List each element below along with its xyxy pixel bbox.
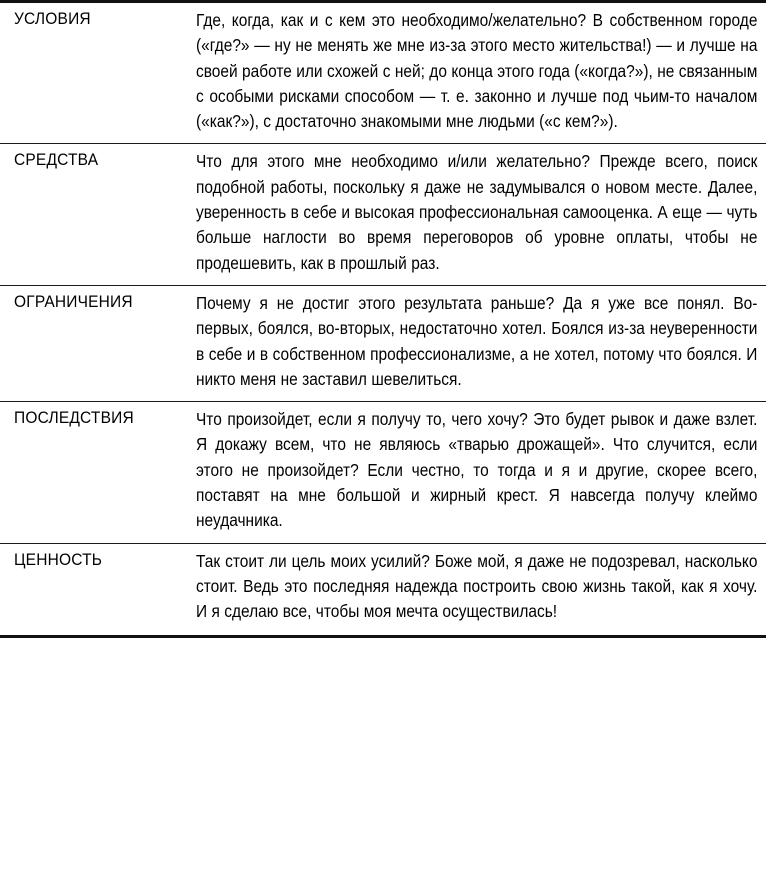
row-label: СРЕДСТВА (14, 151, 99, 170)
row-body-cell-value (196, 543, 766, 636)
row-label: ЦЕННОСТЬ (14, 550, 103, 569)
row-label: ОГРАНИЧЕНИЯ (14, 292, 133, 311)
row-label-cell-value (0, 543, 196, 636)
row-body-text: Так стоит ли цель моих усилий? Боже мой, я даже не подозревал, насколько стоит. Ведь это последняя надежда построить свою жизнь такой, как я хочу. И я сделаю все, чтобы моя мечта осуществилась! (196, 550, 758, 622)
table-body (0, 2, 766, 637)
row-body-text: Что произойдет, если я получу то, чего хочу? Это будет рывок и даже взлет. Я докажу всем, что не являюсь «тварью дрожащей». Что случится, если этого не произойдет? Если честно, то тогда и я и другие, скорее всего, поставят на мне большой и жирный крест. Я навсегда получу клеймо неудачника. (196, 409, 758, 531)
table-row (0, 2, 766, 144)
table-row (0, 144, 766, 285)
row-body-cell-means (196, 144, 766, 285)
row-label-cell-conditions (0, 2, 196, 144)
row-body-text: Где, когда, как и с кем это необходимо/желательно? В собственном городе («где?» — ну не менять же мне из-за этого место жительства!) — и лучше на своей работе или схожей с ней; до конца этого года («когда?»), не связанным с особыми рисками способом — т. е. законно и лучше под чьим-то началом («как?»), с достаточно знакомыми мне людьми («с кем?»). (196, 10, 758, 132)
row-body-text: Почему я не достиг этого результата раньше? Да я уже все понял. Во-первых, боялся, во-вторых, недостаточно хотел. Боялся из-за неуверенности в себе и в собственном профессионализме, а не хотел, потому что боялся. И никто меня не заставил шевелиться. (196, 292, 758, 389)
table-row (0, 285, 766, 401)
table-row (0, 402, 766, 543)
row-body-text: Что для этого мне необходимо и/или желательно? Прежде всего, поиск подобной работы, поскольку я даже не задумывался о новом месте. Далее, уверенность в себе и высокая профессиональная самооценка. А еще — чуть больше наглости во время переговоров об уровне оплаты, чтобы не продешевить, как в прошлый раз. (196, 151, 758, 273)
table-row (0, 543, 766, 636)
row-body-cell-consequences (196, 402, 766, 543)
row-label: УСЛОВИЯ (14, 10, 91, 28)
row-label-cell-means (0, 144, 196, 285)
row-label-cell-consequences (0, 402, 196, 543)
row-label: ПОСЛЕДСТВИЯ (14, 409, 134, 428)
row-body-cell-limitations (196, 285, 766, 401)
row-label-cell-limitations (0, 285, 196, 401)
row-body-cell-conditions (196, 2, 766, 144)
